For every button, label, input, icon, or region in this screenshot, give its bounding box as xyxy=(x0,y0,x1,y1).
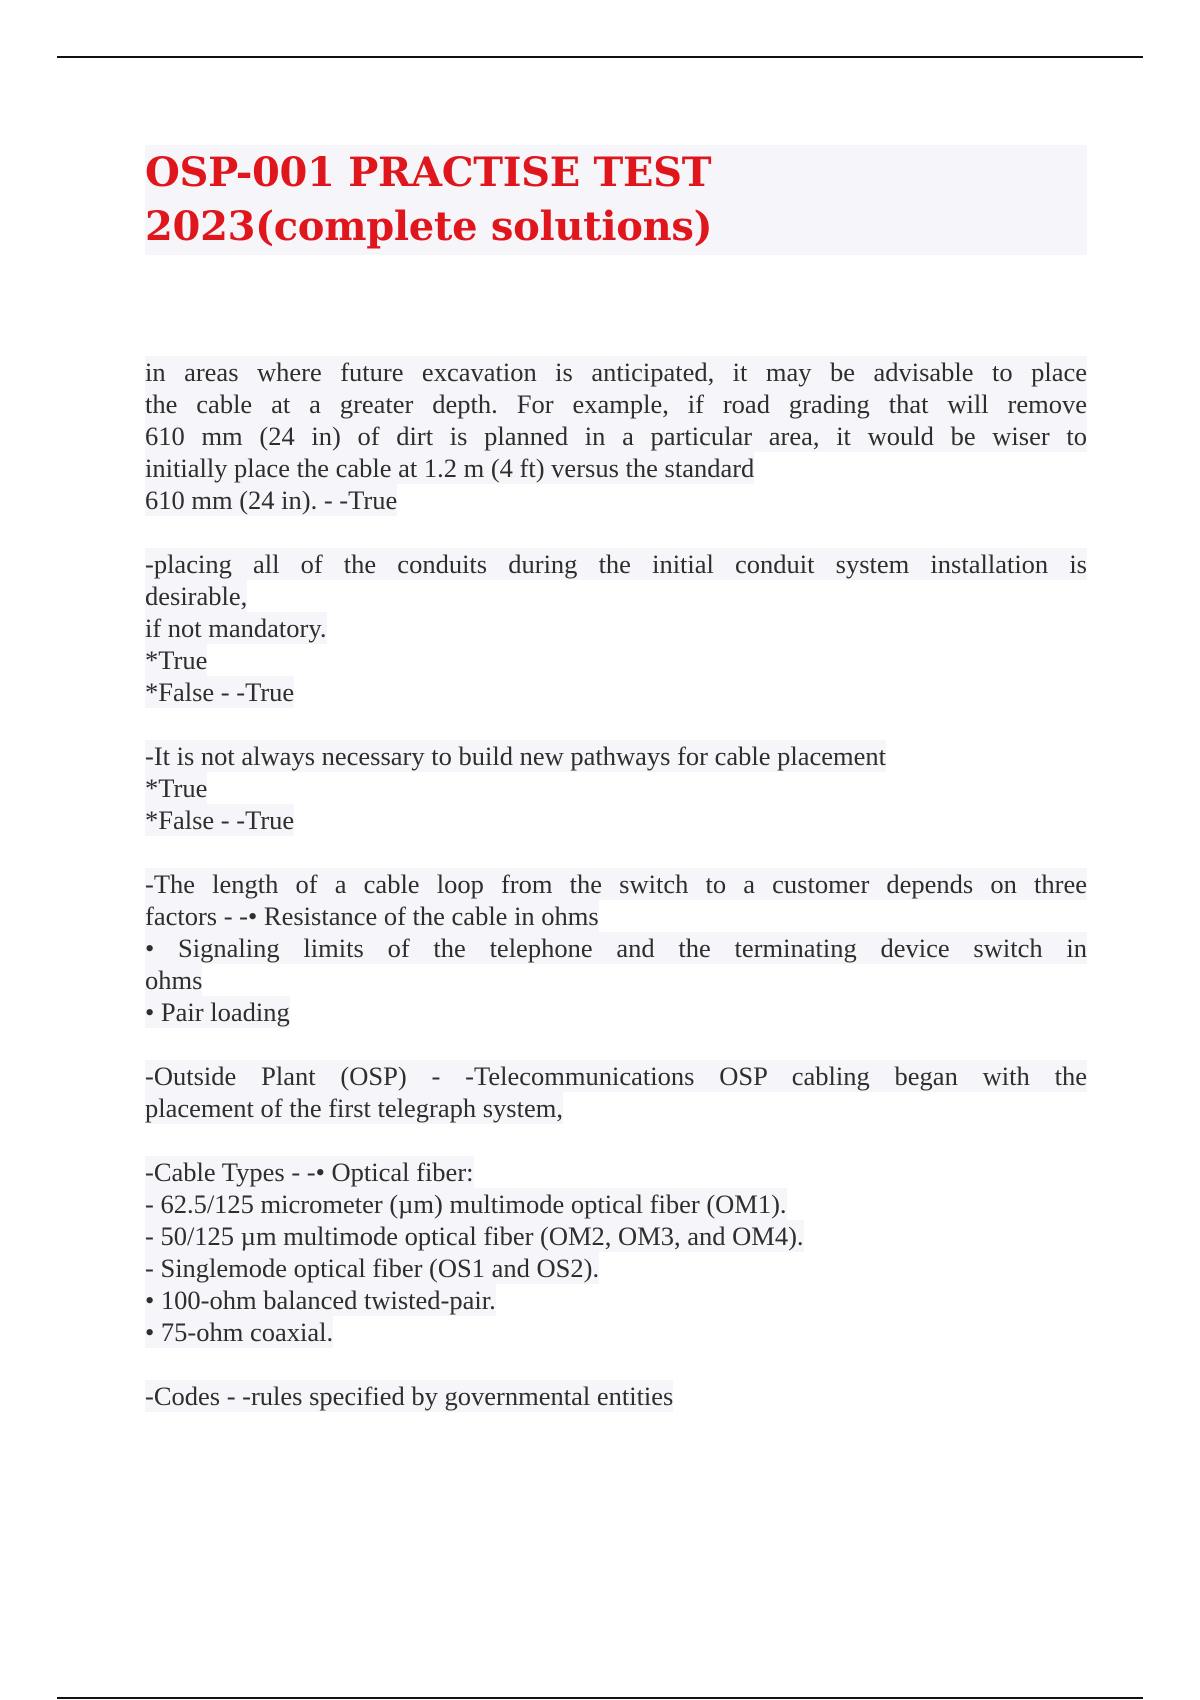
answer-line: - Singlemode optical fiber (OS1 and OS2). xyxy=(145,1253,600,1283)
answer-line: - 62.5/125 micrometer (µm) multimode optical fiber (OM1). xyxy=(145,1189,787,1219)
answer-line: • Signaling limits of the telephone and the terminating device switch in xyxy=(145,933,1087,963)
answer-line: 610 mm (24 in). - -True xyxy=(145,485,398,515)
text-line: -The length of a cable loop from the switch to a customer depends on three xyxy=(145,869,1087,899)
qa-item-7 xyxy=(145,1380,1087,1412)
answer-line: *False - -True xyxy=(145,677,295,707)
text-line: if not mandatory. xyxy=(145,613,327,643)
text-line: in areas where future excavation is anticipated, it may be advisable to place xyxy=(145,357,1087,387)
qa-item-3 xyxy=(145,740,1087,836)
qa-item-4 xyxy=(145,868,1087,1028)
text-line: -placing all of the conduits during the initial conduit system installation is xyxy=(145,549,1087,579)
text-line: -Cable Types - -• Optical fiber: xyxy=(145,1157,474,1187)
title-line-2: 2023(complete solutions) xyxy=(145,203,713,250)
document-body xyxy=(145,356,1087,1444)
text-line: the cable at a greater depth. For example, if road grading that will remove xyxy=(145,389,1087,419)
answer-line: - 50/125 µm multimode optical fiber (OM2, OM3, and OM4). xyxy=(145,1221,804,1251)
qa-item-2 xyxy=(145,548,1087,708)
answer-line: • 100-ohm balanced twisted-pair. xyxy=(145,1285,496,1315)
answer-line: ohms xyxy=(145,965,203,995)
text-line: 610 mm (24 in) of dirt is planned in a particular area, it would be wiser to xyxy=(145,421,1087,451)
answer-line: • 75-ohm coaxial. xyxy=(145,1317,334,1347)
qa-item-1 xyxy=(145,356,1087,516)
answer-line: • Pair loading xyxy=(145,997,290,1027)
qa-item-6 xyxy=(145,1156,1087,1348)
option-line: *True xyxy=(145,645,208,675)
text-line: -Outside Plant (OSP) - -Telecommunications OSP cabling began with the xyxy=(145,1061,1087,1091)
text-line: desirable, xyxy=(145,581,248,611)
page-title xyxy=(145,146,1087,254)
text-line: -It is not always necessary to build new pathways for cable placement xyxy=(145,741,887,771)
option-line: *True xyxy=(145,773,208,803)
text-line: -Codes - -rules specified by governmental entities xyxy=(145,1381,674,1411)
answer-line: placement of the first telegraph system, xyxy=(145,1093,563,1123)
text-line: initially place the cable at 1.2 m (4 ft) versus the standard xyxy=(145,453,755,483)
top-rule xyxy=(57,56,1143,58)
answer-line: *False - -True xyxy=(145,805,295,835)
qa-item-5 xyxy=(145,1060,1087,1124)
bottom-rule xyxy=(57,1697,1143,1699)
answer-line: factors - -• Resistance of the cable in ohms xyxy=(145,901,599,931)
title-line-1: OSP-001 PRACTISE TEST xyxy=(145,149,712,196)
